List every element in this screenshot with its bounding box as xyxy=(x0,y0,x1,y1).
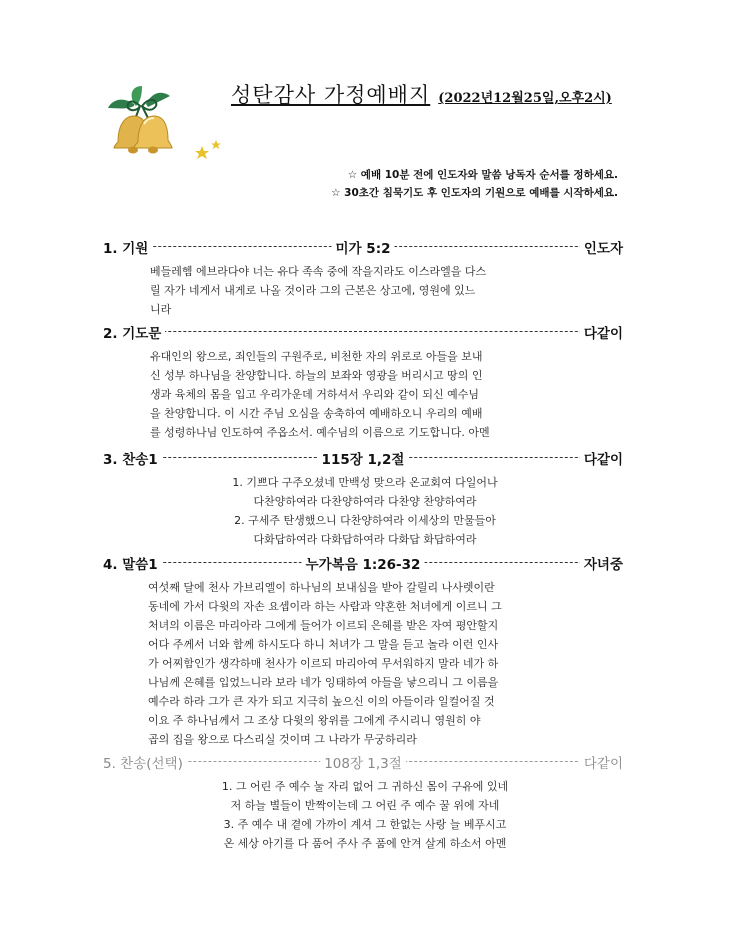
christmas-bells-icon xyxy=(104,82,234,167)
section-leader: 다같이 xyxy=(580,752,623,772)
text-line: 동네에 가서 다윗의 자손 요셉이라 하는 사람과 약혼한 처녀에게 이르니 그 xyxy=(148,600,502,613)
text-line: 여섯째 달에 천사 가브리엘이 하나님의 보내심을 받아 갈릴리 나사렛이란 xyxy=(148,581,495,594)
section-label: 4. 말씀1 xyxy=(103,553,162,573)
section-leader: 다같이 xyxy=(580,448,623,468)
note-line: ☆ 30초간 침묵기도 후 인도자의 기원으로 예배를 시작하세요. xyxy=(331,187,618,199)
text-line: 가 어찌함인가 생각하매 천사가 이르되 마리아여 무서워하지 말라 네가 하 xyxy=(148,657,499,670)
lyric-line: 저 하늘 별들이 반짝이는데 그 어린 주 예수 꿀 위에 자네 xyxy=(230,799,500,812)
lyric-line: 2. 구세주 탄생했으니 다찬양하여라 이세상의 만물들아 xyxy=(234,514,496,527)
section-leader: 인도자 xyxy=(580,237,623,257)
lyric-line: 3. 주 예수 내 곁에 가까이 계셔 그 한없는 사랑 늘 베푸시고 xyxy=(223,818,507,831)
lyric-line: 1. 기쁘다 구주오셨네 만백성 맞으라 온교회여 다일어나 xyxy=(232,476,498,489)
section-label: 1. 기원 xyxy=(103,237,152,257)
lyric-line: 다찬양하여라 다찬양하여라 다찬양 찬양하여라 xyxy=(253,495,477,508)
text-line: 곱의 집을 왕으로 다스리실 것이며 그 나라가 무궁하리라 xyxy=(148,733,417,746)
section-reference: 누가복음 1:26-32 xyxy=(302,553,425,573)
text-line: 신 성부 하나님을 찬양합니다. 하늘의 보좌와 영광을 버리시고 땅의 인 xyxy=(150,369,483,382)
text-line: 이요 주 하나님께서 그 조상 다윗의 왕위를 그에게 주시리니 영원히 야 xyxy=(148,714,481,727)
title-main: 성탄감사 가정예배지 xyxy=(231,83,431,107)
note-line: ☆ 예배 10분 전에 인도자와 말씀 낭독자 순서를 정하세요. xyxy=(347,169,618,181)
section-reference: 미가 5:2 xyxy=(332,237,395,257)
invocation-text xyxy=(150,262,590,319)
hymn2-lyrics xyxy=(130,777,600,853)
section-heading-hymn1 xyxy=(103,448,623,468)
title-date: (2022년12월25일,오후2시) xyxy=(438,91,612,106)
prayer-text xyxy=(150,347,590,442)
scripture-text xyxy=(148,578,594,749)
lyric-line: 1. 그 어린 주 예수 눌 자리 없어 그 귀하신 몸이 구유에 있네 xyxy=(221,780,509,793)
text-line: 예수라 하라 그가 큰 자가 되고 지극히 높으신 이의 아들이라 일컬어질 것 xyxy=(148,695,495,708)
section-label: 5. 찬송(선택) xyxy=(103,752,187,772)
dashed-divider xyxy=(103,331,623,332)
text-line: 처녀의 이름은 마리아라 그에게 들어가 이르되 은혜를 받은 자여 평안할지 xyxy=(148,619,499,632)
lyric-line: 온 세상 아기를 다 품어 주사 주 품에 안겨 살게 하소서 아멘 xyxy=(223,837,507,850)
lyric-line: 다화답하여라 다화답하여라 다화답 화답하여라 xyxy=(253,533,477,546)
text-line: 생과 육체의 몸을 입고 우리가운데 거하셔서 우리와 같이 되신 예수님 xyxy=(150,388,479,401)
section-reference: 108장 1,3절 xyxy=(320,752,406,772)
text-line: 을 찬양합니다. 이 시간 주님 오심을 송축하여 예배하오니 우리의 예배 xyxy=(150,407,483,420)
text-line: 나님께 은혜를 입었느니라 보라 네가 잉태하여 아들을 낳으리니 그 이름을 xyxy=(148,676,499,689)
section-heading-scripture xyxy=(103,553,623,573)
section-leader: 자녀중 xyxy=(580,553,623,573)
page-title xyxy=(231,79,612,109)
section-label: 2. 기도문 xyxy=(103,322,165,342)
section-label: 3. 찬송1 xyxy=(103,448,162,468)
text-line: 베들레헴 에브라다야 너는 유다 족속 중에 작을지라도 이스라엘을 다스 xyxy=(150,265,487,278)
text-line: 릴 자가 네게서 내게로 나올 것이라 그의 근본은 상고에, 영원에 있느 xyxy=(150,284,476,297)
section-reference: 115장 1,2절 xyxy=(318,448,409,468)
instruction-notes xyxy=(331,166,618,202)
text-line: 유대인의 왕으로, 죄인들의 구원주로, 비천한 자의 위로로 아들을 보내 xyxy=(150,350,483,363)
text-line: 니라 xyxy=(150,303,172,316)
section-heading-invocation xyxy=(103,237,623,257)
text-line: 를 성령하나님 인도하여 주옵소서. 예수님의 이름으로 기도합니다. 아멘 xyxy=(150,426,490,439)
section-heading-hymn2 xyxy=(103,752,623,772)
text-line: 어다 주께서 너와 함께 하시도다 하니 처녀가 그 말을 듣고 놀라 이런 인사 xyxy=(148,638,499,651)
section-heading-prayer xyxy=(103,322,623,342)
hymn1-lyrics xyxy=(130,473,600,549)
section-leader: 다같이 xyxy=(580,322,623,342)
